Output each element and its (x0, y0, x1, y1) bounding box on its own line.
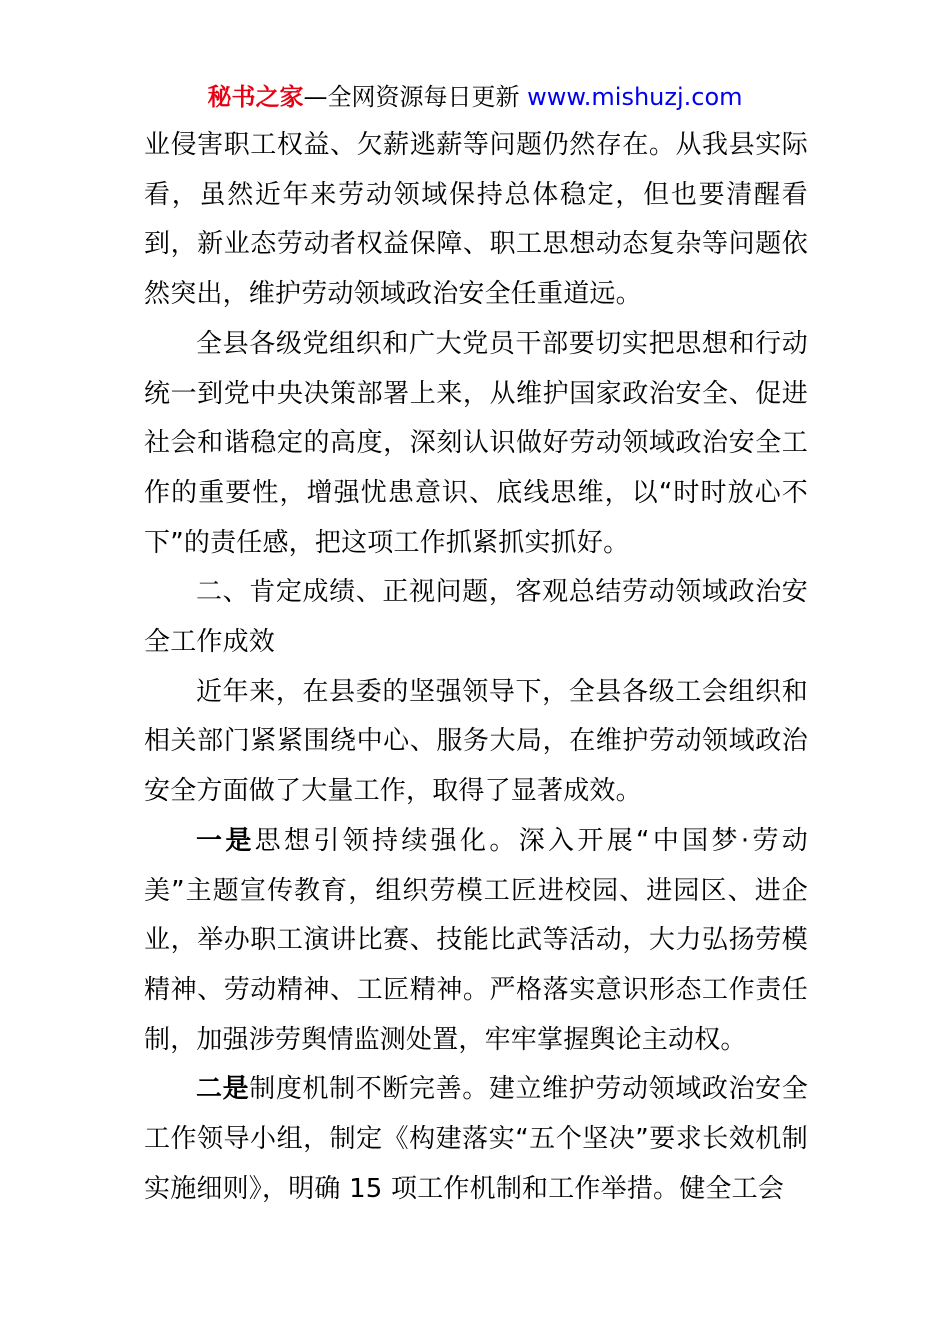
header-tagline: —全网资源每日更新 (303, 83, 528, 111)
point-one-lead: 一是 (196, 825, 255, 856)
point-two-lead: 二是 (196, 1074, 250, 1105)
point-two-text: 制度机制不断完善。建立维护劳动领域政治安全工作领导小组，制定《构建落实“五个坚决”要求长效机制实施细则》，明确 15 项工作机制和工作举措。健全工会 (144, 1074, 809, 1204)
paragraph-recent-years: 近年来，在县委的坚强领导下，全县各级工会组织和相关部门紧紧围绕中心、服务大局，在维护劳动领域政治安全方面做了大量工作，取得了显著成效。 (144, 676, 808, 807)
paragraph-point-one (144, 817, 808, 1066)
document-body (144, 121, 808, 1214)
site-brand: 秘书之家 (207, 83, 304, 111)
section-heading: 二、肯定成绩、正视问题，客观总结劳动领域政治安全工作成效 (144, 577, 808, 658)
site-url-link[interactable]: www.mishuzj.com (527, 83, 743, 111)
paragraph-continuation: 业侵害职工权益、欠薪逃薪等问题仍然存在。从我县实际看，虽然近年来劳动领域保持总体稳定，但也要清醒看到，新业态劳动者权益保障、职工思想动态复杂等问题依然突出，维护劳动领域政治安全任重道远。 (144, 130, 808, 310)
paragraph-party-organizations: 全县各级党组织和广大党员干部要切实把思想和行动统一到党中央决策部署上来，从维护国家政治安全、促进社会和谐稳定的高度，深刻认识做好劳动领域政治安全工作的重要性，增强忧患意识、底线思维，以“时时放心不下”的责任感，把这项工作抓紧抓实抓好。 (144, 328, 808, 558)
page-header (0, 80, 950, 114)
paragraph-point-two (144, 1065, 808, 1214)
point-one-text: 思想引领持续强化。深入开展“中国梦·劳动美”主题宣传教育，组织劳模工匠进校园、进园区、进企业，举办职工演讲比赛、技能比武等活动，大力弘扬劳模精神、劳动精神、工匠精神。严格落实意识形态工作责任制，加强涉劳舆情监测处置，牢牢掌握舆论主动权。 (144, 825, 808, 1055)
